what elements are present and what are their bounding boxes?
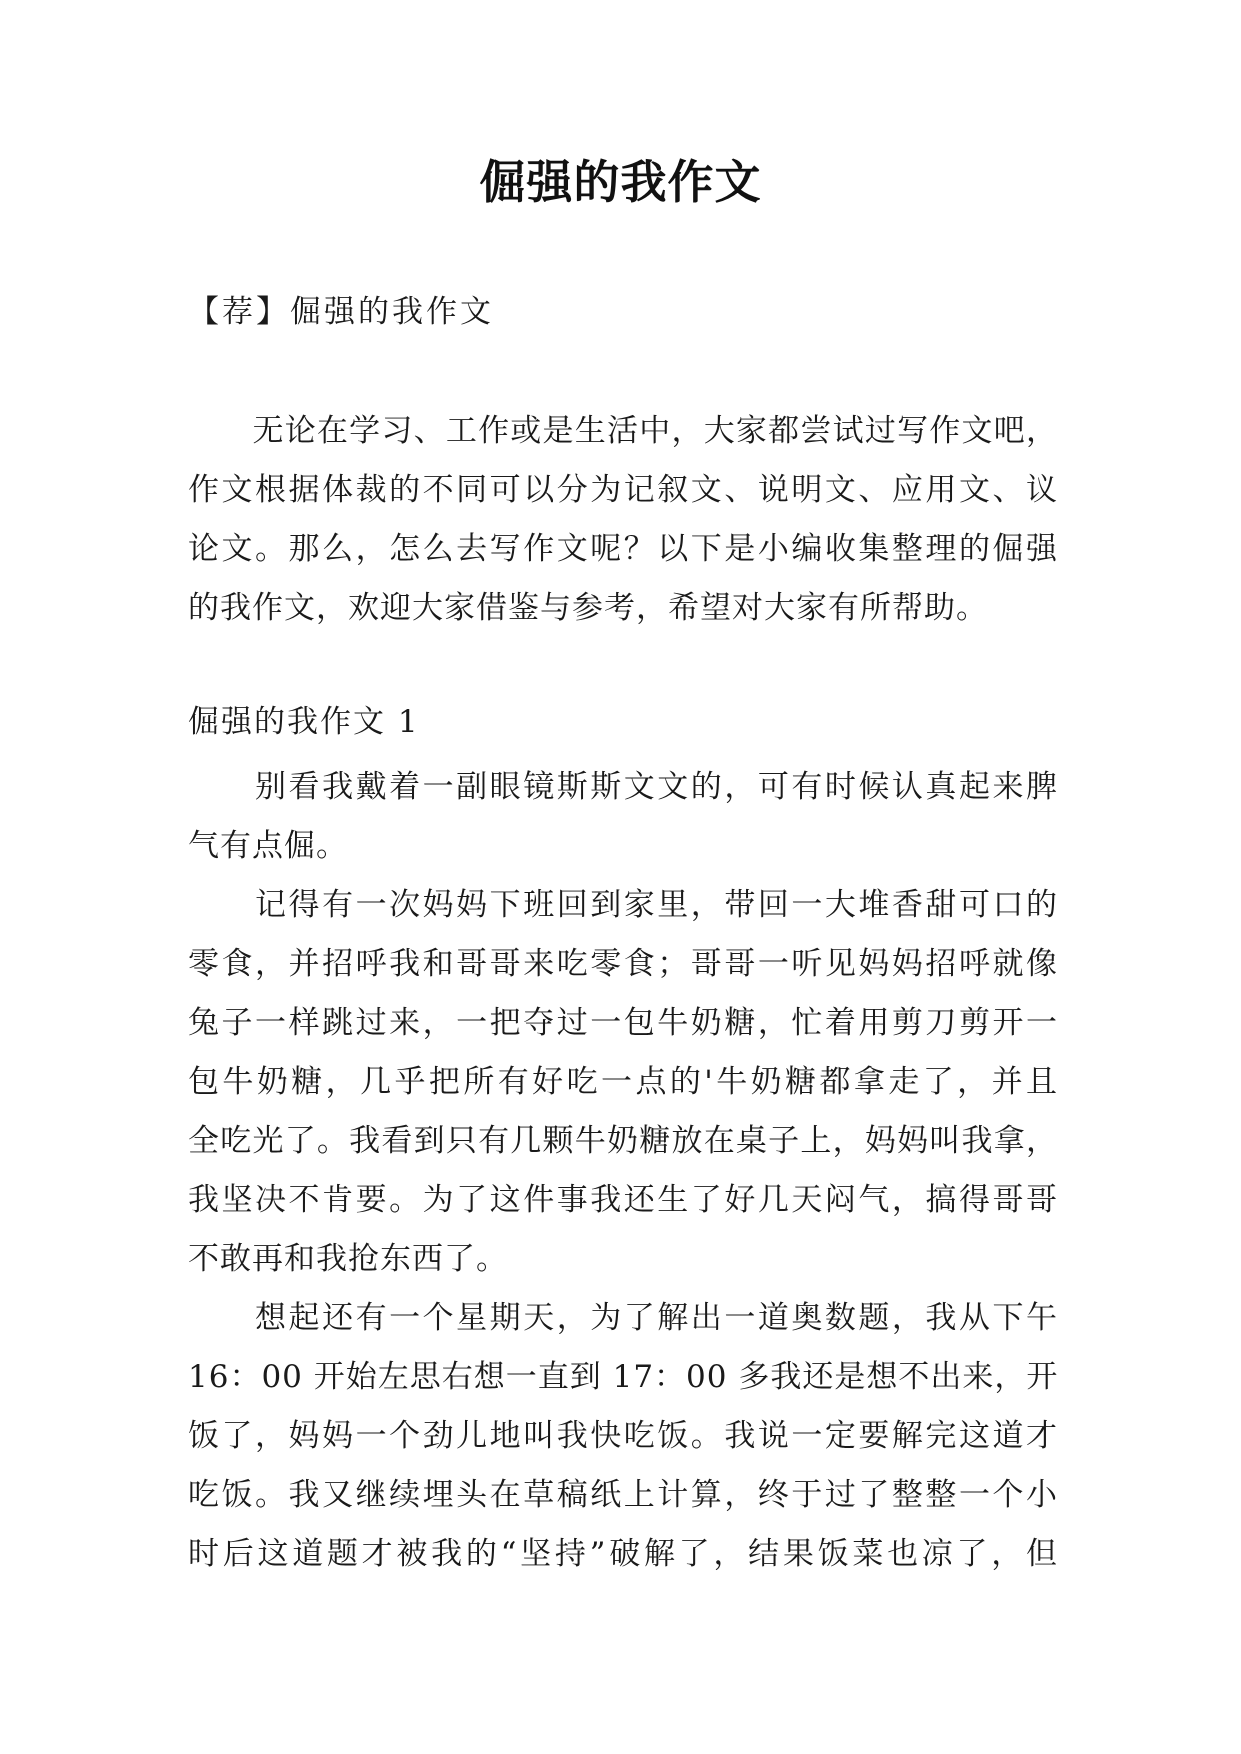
paragraph-line: 吃饭。我又继续埋头在草稿纸上计算，终于过了整整一个小 [188, 1477, 1058, 1513]
body-paragraph-1 [188, 758, 1058, 876]
body-paragraph-3 [188, 1289, 1058, 1584]
paragraph-line: 兔子一样跳过来，一把夺过一包牛奶糖，忙着用剪刀剪开一 [188, 1005, 1058, 1041]
intro-line: 无论在学习、工作或是生活中，大家都尝试过写作文吧， [188, 413, 1058, 449]
intro-line: 论文。那么，怎么去写作文呢？以下是小编收集整理的倔强 [188, 531, 1058, 567]
paragraph-line: 想起还有一个星期天，为了解出一道奥数题，我从下午 [188, 1300, 1058, 1336]
paragraph-line: 我坚决不肯要。为了这件事我还生了好几天闷气，搞得哥哥 [188, 1182, 1058, 1218]
paragraph-line: 不敢再和我抢东西了。 [188, 1241, 508, 1277]
intro-paragraph [188, 402, 1058, 638]
paragraph-line: 气有点倔。 [188, 828, 348, 864]
paragraph-line: 包牛奶糖，几乎把所有好吃一点的'牛奶糖都拿走了，并且 [188, 1064, 1058, 1100]
paragraph-line: 16：00 开始左思右想一直到 17：00 多我还是想不出来，开 [188, 1359, 1059, 1395]
paragraph-line: 饭了，妈妈一个劲儿地叫我快吃饭。我说一定要解完这道才 [188, 1418, 1058, 1454]
section-heading: 倔强的我作文 1 [188, 704, 420, 740]
intro-line: 的我作文，欢迎大家借鉴与参考，希望对大家有所帮助。 [188, 590, 988, 626]
body-paragraph-2 [188, 876, 1058, 1289]
intro-line: 作文根据体裁的不同可以分为记叙文、说明文、应用文、议 [188, 472, 1058, 508]
document-title: 倔强的我作文 [479, 155, 762, 209]
paragraph-line: 别看我戴着一副眼镜斯斯文文的，可有时候认真起来脾 [188, 769, 1058, 805]
paragraph-line: 零食，并招呼我和哥哥来吃零食；哥哥一听见妈妈招呼就像 [188, 946, 1058, 982]
document-subtitle: 【荐】倔强的我作文 [188, 294, 494, 330]
paragraph-line: 时后这道题才被我的“坚持”破解了，结果饭菜也凉了，但 [188, 1536, 1058, 1572]
paragraph-line: 全吃光了。我看到只有几颗牛奶糖放在桌子上，妈妈叫我拿， [188, 1123, 1058, 1159]
paragraph-line: 记得有一次妈妈下班回到家里，带回一大堆香甜可口的 [188, 887, 1058, 923]
